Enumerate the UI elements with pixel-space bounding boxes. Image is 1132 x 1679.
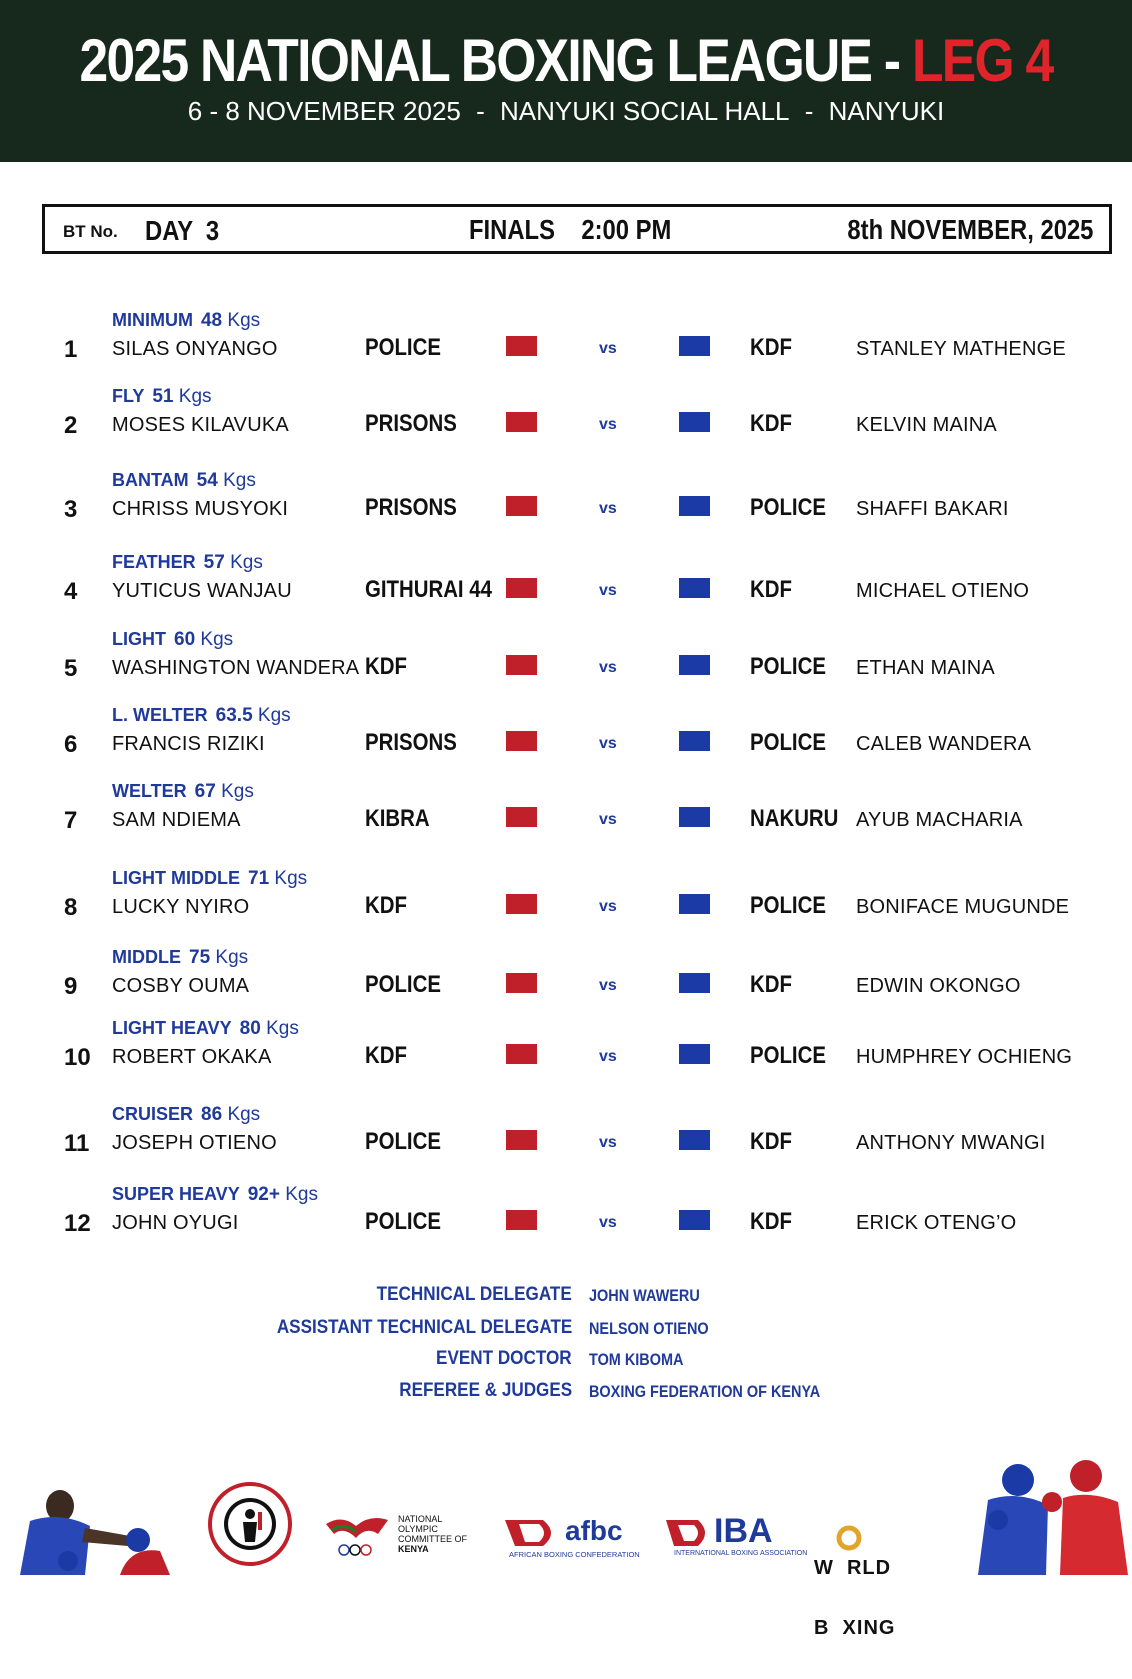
vs-label: vs [599, 811, 617, 828]
weight-kg [152, 386, 211, 407]
afbc-logo [503, 1514, 640, 1560]
weight-kg [204, 552, 263, 573]
red-corner-boxer: JOHN OYUGI [112, 1212, 239, 1234]
bt-label: BT No. [63, 222, 118, 241]
weight-value: 57 [203, 552, 225, 573]
red-corner-boxer: COSBY OUMA [112, 975, 250, 997]
red-corner-swatch [506, 973, 537, 993]
weight-unit: Kgs [227, 310, 261, 331]
world-boxing-ring-icon [834, 1518, 864, 1558]
bout-number: 12 [64, 1210, 91, 1237]
bout-row [0, 552, 1132, 622]
afbc-subtitle: AFRICAN BOXING CONFEDERATION [509, 1550, 640, 1559]
red-corner-swatch [506, 1130, 537, 1150]
title-leg: LEG 4 [911, 27, 1053, 94]
official-name: JOHN WAWERU [589, 1286, 700, 1305]
weight-kg [195, 781, 254, 802]
boxing-federation-kenya-logo [208, 1482, 292, 1566]
bout-row [0, 868, 1132, 938]
official-role: REFEREE & JUDGES [399, 1380, 572, 1401]
noc-kenya-logo [322, 1510, 472, 1560]
day-label: DAY 3 [145, 215, 220, 246]
red-corner-boxer: JOSEPH OTIENO [112, 1132, 277, 1154]
vs-label: vs [599, 898, 617, 915]
blue-corner-club: KDF [750, 334, 792, 361]
weight-value: 75 [189, 947, 211, 968]
blue-corner-club: POLICE [750, 729, 826, 756]
blue-corner-swatch [679, 578, 710, 598]
weight-class [112, 868, 307, 890]
red-corner-swatch [506, 1044, 537, 1064]
red-corner-boxer: WASHINGTON WANDERA [112, 657, 360, 679]
weight-class-name: SUPER HEAVY [112, 1184, 240, 1204]
bout-number: 11 [64, 1130, 90, 1157]
event-dates: 6 - 8 NOVEMBER 2025 [187, 96, 461, 126]
red-corner-boxer: ROBERT OKAKA [112, 1046, 272, 1068]
weight-class-name: MINIMUM [112, 310, 193, 330]
red-corner-boxer: YUTICUS WANJAU [112, 580, 292, 602]
separator: - [476, 96, 485, 126]
blue-corner-swatch [679, 336, 710, 356]
weight-class-name: L. WELTER [112, 705, 208, 725]
red-corner-swatch [506, 578, 537, 598]
weight-kg [197, 470, 256, 491]
bout-row [0, 781, 1132, 851]
blue-corner-boxer: ETHAN MAINA [856, 657, 995, 679]
official-row [0, 1284, 1132, 1316]
bout-number: 4 [64, 578, 78, 605]
bout-number: 9 [64, 973, 78, 1000]
bout-number: 5 [64, 655, 78, 682]
weight-class-name: LIGHT MIDDLE [112, 868, 240, 888]
red-corner-boxer: CHRISS MUSYOKI [112, 498, 289, 520]
blue-corner-club: KDF [750, 1128, 792, 1155]
title-main: 2025 NATIONAL BOXING LEAGUE - [79, 27, 912, 94]
noc-line: COMMITTEE OF [398, 1534, 467, 1544]
session-box [42, 204, 1112, 254]
bout-number: 6 [64, 731, 78, 758]
red-corner-swatch [506, 1210, 537, 1230]
bout-number: 8 [64, 894, 78, 921]
weight-class [112, 781, 254, 803]
official-row [0, 1317, 1132, 1349]
weight-value: 71 [248, 868, 270, 889]
bout-row [0, 310, 1132, 380]
official-name: NELSON OTIENO [589, 1319, 709, 1338]
session-time: FINALS 2:00 PM [469, 214, 672, 245]
weight-value: 86 [201, 1104, 223, 1125]
vs-label: vs [599, 659, 617, 676]
red-corner-swatch [506, 496, 537, 516]
weight-class [112, 1184, 318, 1206]
official-role: ASSISTANT TECHNICAL DELEGATE [276, 1317, 572, 1338]
iba-text: IBA [714, 1512, 773, 1550]
blue-corner-club: KDF [750, 971, 792, 998]
official-role: EVENT DOCTOR [436, 1348, 572, 1369]
blue-corner-club: POLICE [750, 892, 826, 919]
noc-text [398, 1514, 467, 1554]
blue-corner-boxer: STANLEY MATHENGE [856, 338, 1066, 360]
blue-corner-club: KDF [750, 410, 792, 437]
red-corner-swatch [506, 731, 537, 751]
bout-number: 10 [64, 1044, 91, 1071]
weight-value: 48 [200, 310, 223, 331]
red-corner-swatch [506, 807, 537, 827]
bout-row [0, 1104, 1132, 1174]
weight-kg [201, 310, 260, 331]
bout-number: 3 [64, 496, 78, 523]
vs-label: vs [599, 1048, 617, 1065]
blue-corner-swatch [679, 496, 710, 516]
weight-value: 92+ [247, 1184, 280, 1205]
blue-corner-boxer: AYUB MACHARIA [856, 809, 1023, 831]
red-corner-club: KDF [365, 653, 407, 680]
official-name: TOM KIBOMA [589, 1350, 684, 1369]
blue-corner-boxer: BONIFACE MUGUNDE [856, 896, 1070, 918]
blue-corner-boxer: ANTHONY MWANGI [856, 1132, 1046, 1154]
red-corner-club: GITHURAI 44 [365, 576, 492, 603]
weight-unit: Kgs [227, 1104, 261, 1125]
blue-corner-club: NAKURU [750, 805, 839, 832]
weight-value: 51 [152, 386, 174, 407]
weight-class [112, 552, 263, 574]
noc-line: NATIONAL [398, 1514, 443, 1524]
weight-value: 63.5 [215, 705, 253, 726]
afbc-text: afbc [565, 1515, 623, 1546]
weight-class-name: LIGHT [112, 629, 166, 649]
iba-logo [664, 1512, 808, 1560]
blue-corner-club: POLICE [750, 1042, 826, 1069]
weight-kg [189, 947, 248, 968]
blue-corner-swatch [679, 655, 710, 675]
weight-class [112, 1104, 260, 1126]
event-subtitle [0, 96, 1132, 127]
vs-label: vs [599, 1214, 617, 1231]
blue-corner-swatch [679, 1210, 710, 1230]
vs-label: vs [599, 1134, 617, 1151]
weight-value: 54 [196, 470, 218, 491]
red-corner-swatch [506, 336, 537, 356]
weight-unit: Kgs [285, 1184, 318, 1205]
official-role: TECHNICAL DELEGATE [376, 1284, 572, 1305]
blue-corner-boxer: MICHAEL OTIENO [856, 580, 1030, 602]
vs-label: vs [599, 735, 617, 752]
red-corner-club: POLICE [365, 334, 441, 361]
weight-unit: Kgs [274, 868, 308, 889]
weight-class [112, 629, 233, 651]
iba-emblem-icon [664, 1516, 712, 1550]
afbc-emblem-icon [503, 1516, 561, 1550]
blue-corner-club: KDF [750, 576, 792, 603]
red-corner-club: PRISONS [365, 494, 457, 521]
official-row [0, 1380, 1132, 1412]
blue-corner-boxer: SHAFFI BAKARI [856, 498, 1009, 520]
red-corner-club: POLICE [365, 1208, 441, 1235]
footer-logos [0, 1440, 1132, 1639]
boxers-left-image [0, 1466, 170, 1575]
bout-row [0, 629, 1132, 699]
weight-class-name: FLY [112, 386, 145, 406]
blue-corner-swatch [679, 973, 710, 993]
boxers-right-image [968, 1450, 1132, 1575]
red-corner-club: KDF [365, 1042, 407, 1069]
weight-class [112, 310, 260, 332]
weight-class [112, 386, 212, 408]
weight-class-name: CRUISER [112, 1104, 194, 1124]
bout-row [0, 470, 1132, 540]
weight-value: 80 [239, 1018, 261, 1039]
blue-corner-boxer: CALEB WANDERA [856, 733, 1032, 755]
blue-corner-boxer: ERICK OTENG’O [856, 1212, 1017, 1234]
red-corner-club: PRISONS [365, 729, 457, 756]
blue-corner-swatch [679, 731, 710, 751]
red-corner-club: POLICE [365, 1128, 441, 1155]
weight-class-name: MIDDLE [112, 947, 181, 967]
event-city: NANYUKI [828, 96, 945, 126]
vs-label: vs [599, 500, 617, 517]
official-row [0, 1348, 1132, 1380]
weight-unit: Kgs [230, 552, 263, 573]
separator: - [804, 96, 814, 126]
vs-label: vs [599, 582, 617, 599]
weight-class-name: BANTAM [112, 470, 189, 490]
event-title [79, 26, 1053, 95]
blue-corner-club: KDF [750, 1208, 792, 1235]
weight-class [112, 705, 291, 727]
header-banner [0, 0, 1132, 162]
noc-line: OLYMPIC [398, 1524, 438, 1534]
weight-unit: Kgs [178, 386, 212, 407]
red-corner-swatch [506, 412, 537, 432]
red-corner-club: POLICE [365, 971, 441, 998]
blue-corner-swatch [679, 807, 710, 827]
weight-class-name: FEATHER [112, 552, 196, 572]
bout-row [0, 705, 1132, 775]
bout-number: 1 [64, 336, 78, 363]
vs-label: vs [599, 340, 617, 357]
vs-label: vs [599, 977, 617, 994]
noc-emblem-icon [322, 1510, 392, 1560]
blue-corner-swatch [679, 412, 710, 432]
weight-unit: Kgs [223, 470, 256, 491]
weight-kg [248, 868, 307, 889]
iba-subtitle: INTERNATIONAL BOXING ASSOCIATION [674, 1550, 808, 1557]
weight-class [112, 1018, 299, 1040]
red-corner-boxer: SILAS ONYANGO [112, 338, 278, 360]
official-name: BOXING FEDERATION OF KENYA [589, 1382, 821, 1401]
weight-class-name: LIGHT HEAVY [112, 1018, 232, 1038]
noc-line: KENYA [398, 1544, 429, 1554]
blue-corner-boxer: HUMPHREY OCHIENG [856, 1046, 1073, 1068]
vs-label: vs [599, 416, 617, 433]
bout-row [0, 1184, 1132, 1254]
red-corner-club: KDF [365, 892, 407, 919]
red-corner-club: PRISONS [365, 410, 457, 437]
weight-unit: Kgs [221, 781, 254, 802]
blue-corner-club: POLICE [750, 653, 826, 680]
weight-class [112, 947, 248, 969]
weight-unit: Kgs [200, 629, 234, 650]
event-venue: NANYUKI SOCIAL HALL [500, 96, 790, 126]
bout-number: 2 [64, 412, 78, 439]
red-corner-club: KIBRA [365, 805, 430, 832]
weight-unit: Kgs [257, 705, 291, 726]
wb-line: B XING [814, 1617, 896, 1639]
weight-unit: Kgs [266, 1018, 299, 1039]
weight-value: 60 [174, 629, 196, 650]
blue-corner-boxer: KELVIN MAINA [856, 414, 997, 436]
red-corner-boxer: SAM NDIEMA [112, 809, 241, 831]
session-date: 8th NOVEMBER, 2025 [846, 214, 1093, 245]
weight-kg [216, 705, 291, 726]
blue-corner-swatch [679, 1130, 710, 1150]
wb-line: W RLD [814, 1557, 892, 1579]
red-corner-boxer: MOSES KILAVUKA [112, 414, 289, 436]
red-corner-swatch [506, 894, 537, 914]
blue-corner-boxer: EDWIN OKONGO [856, 975, 1021, 997]
weight-value: 67 [194, 781, 216, 802]
blue-corner-club: POLICE [750, 494, 826, 521]
bout-number: 7 [64, 807, 78, 834]
weight-kg [201, 1104, 260, 1125]
weight-kg [240, 1018, 299, 1039]
weight-unit: Kgs [215, 947, 249, 968]
bout-row [0, 1018, 1132, 1088]
weight-class-name: WELTER [112, 781, 187, 801]
red-corner-boxer: LUCKY NYIRO [112, 896, 250, 918]
weight-kg [174, 629, 233, 650]
weight-class [112, 470, 256, 492]
world-boxing-logo [814, 1518, 940, 1639]
red-corner-boxer: FRANCIS RIZIKI [112, 733, 265, 755]
bout-row [0, 386, 1132, 456]
blue-corner-swatch [679, 1044, 710, 1064]
bout-row [0, 947, 1132, 1017]
blue-corner-swatch [679, 894, 710, 914]
red-corner-swatch [506, 655, 537, 675]
weight-kg [248, 1184, 318, 1205]
